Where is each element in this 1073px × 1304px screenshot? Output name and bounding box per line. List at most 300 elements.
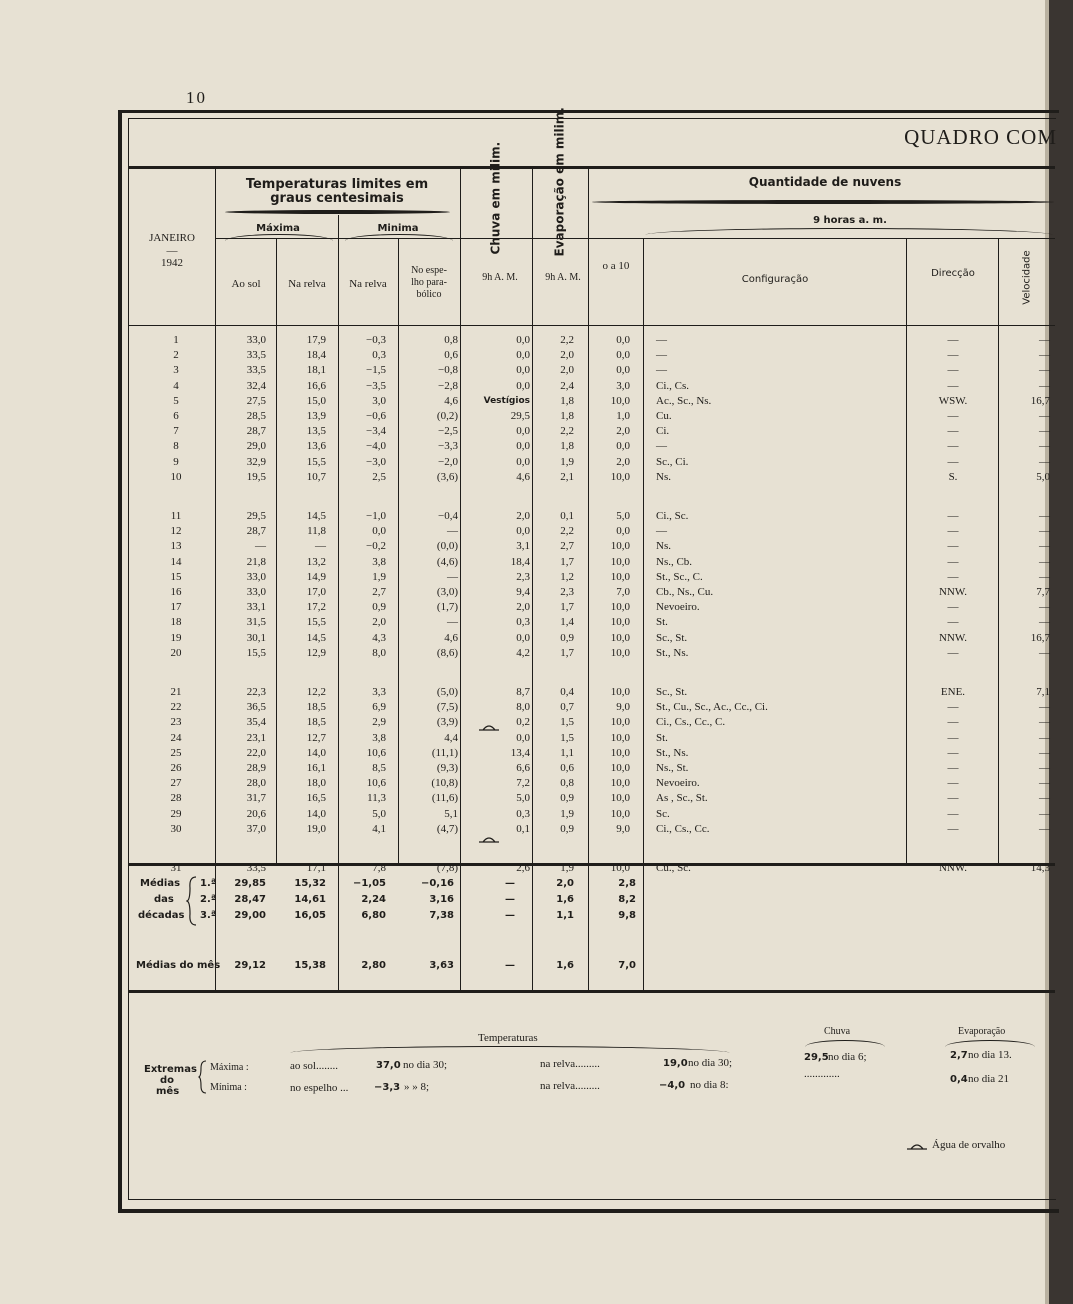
medias-mes-row: [0, 958, 1073, 974]
table-row: [0, 731, 1073, 746]
cell-esp: −3,3: [438, 440, 458, 453]
cell-rel: 11,8: [307, 525, 326, 538]
cell-min: −1,5: [366, 364, 386, 377]
cell-min: 2,5: [372, 470, 386, 483]
brace-extremas-temperaturas: [290, 1046, 730, 1053]
cell-chu: Vestígios: [483, 395, 530, 406]
extremas-text: no dia 21: [968, 1073, 1009, 1085]
cell-rel: 17,0: [306, 586, 326, 598]
cell-dir: NNW.: [938, 586, 967, 598]
cell-eva: 1,7: [560, 555, 574, 568]
cell-chu: —: [505, 878, 515, 889]
header-minima: Minima: [377, 223, 419, 234]
cell-cfg: As , Sc., St.: [656, 792, 708, 805]
cell-eva: 0,4: [560, 686, 574, 698]
cell-rel: 13,2: [306, 555, 326, 568]
cell-min: 0,9: [372, 601, 386, 614]
header-maxima: Máxima: [256, 223, 300, 234]
cell-cfg: Cu., Sc.: [656, 862, 691, 874]
cell-vel: —: [1039, 701, 1050, 714]
cell-d: 10: [170, 470, 182, 483]
cell-rel: 12,7: [306, 731, 326, 744]
brace-maxima: [225, 234, 333, 241]
table-row: [0, 761, 1073, 776]
cell-dir: —: [947, 540, 959, 553]
cell-neb: 10,0: [610, 762, 630, 774]
cell-esp: −2,5: [438, 425, 458, 438]
cell-rel: 13,9: [306, 410, 326, 422]
cell-d: 2: [173, 349, 179, 362]
cell-sol: 29,5: [246, 510, 266, 522]
cell-neb: 1,0: [616, 410, 630, 422]
cell-chu: 4,6: [516, 470, 530, 483]
cell-min: −0,3: [366, 334, 386, 346]
table-row: [0, 807, 1073, 822]
cell-d: 9: [173, 455, 179, 468]
cell-cfg: Nevoeiro.: [656, 777, 700, 790]
cell-eva: 1,8: [560, 394, 574, 407]
cell-min: 6,9: [372, 701, 386, 714]
extremas-label: do: [160, 1075, 175, 1086]
cell-vel: —: [1039, 410, 1050, 422]
extremas-value: 2,7: [950, 1050, 968, 1061]
dew-symbol-icon: [478, 834, 500, 844]
cell-sol: 30,1: [246, 631, 266, 644]
cell-d: 19: [170, 631, 182, 644]
header-nuvens: Quantidade de nuvens: [748, 175, 902, 189]
cell-d: 18: [170, 616, 182, 629]
header-configuracao: Configuração: [741, 274, 809, 285]
table-row: [0, 333, 1073, 348]
cell-dir: —: [947, 525, 959, 538]
header-bottom-rule: [128, 325, 1055, 326]
cell-chu: 0,0: [516, 731, 530, 744]
cell-eva: 1,8: [560, 440, 574, 453]
cell-esp: −0,16: [420, 878, 454, 889]
cell-chu: 18,4: [510, 555, 530, 568]
cell-cfg: Ac., Sc., Ns.: [656, 394, 712, 407]
cell-esp: 4,6: [444, 631, 458, 644]
cell-min: 2,9: [372, 716, 386, 729]
extremas-text: .............: [804, 1068, 840, 1080]
cell-esp: (8,6): [436, 646, 458, 659]
cell-d: 25: [170, 746, 182, 759]
brace-extremas-chuva: [805, 1040, 885, 1047]
page-number: 10: [186, 88, 207, 107]
cell-eva: 1,8: [560, 410, 574, 422]
table-row: [0, 570, 1073, 585]
cell-rel: 16,1: [306, 762, 326, 774]
cell-chu: 0,0: [516, 334, 530, 346]
cell-cfg: Ns., St.: [656, 762, 689, 774]
cell-eva: 0,6: [560, 762, 574, 774]
dew-symbol-icon: [478, 722, 500, 732]
cell-esp: 3,16: [429, 894, 454, 905]
brace-nuvens: [592, 200, 1054, 204]
cell-min: 8,5: [372, 762, 386, 774]
cell-vel: —: [1039, 731, 1050, 744]
table-row: [0, 409, 1073, 424]
cell-d: 26: [170, 762, 182, 774]
cell-esp: 4,4: [444, 731, 458, 744]
cell-rel: 16,5: [306, 792, 326, 805]
cell-min: 11,3: [367, 792, 386, 805]
extremas-value: −3,3: [374, 1082, 401, 1093]
cell-vel: —: [1039, 570, 1050, 583]
cell-rel: 17,2: [306, 601, 326, 614]
cell-esp: −2,0: [438, 455, 458, 468]
medias-row: [0, 892, 1073, 908]
cell-dir: —: [947, 334, 959, 346]
cell-cfg: —: [656, 334, 667, 346]
cell-dec: 3.ª: [200, 910, 217, 921]
cell-cfg: Nevoeiro.: [656, 601, 700, 614]
cell-min: 2,7: [372, 586, 386, 598]
extremas-text: » » 8;: [404, 1081, 430, 1093]
table-row: [0, 646, 1073, 661]
table-row: [0, 631, 1073, 646]
table-row: [0, 746, 1073, 761]
table-row: [0, 524, 1073, 539]
cell-eva: 0,8: [560, 777, 574, 790]
cell-sol: 19,5: [246, 470, 266, 483]
cell-chu: 8,7: [516, 686, 530, 698]
cell-cfg: Sc., Ci.: [656, 455, 689, 468]
cell-chu: 0,3: [516, 807, 530, 820]
cell-cfg: Sc., St.: [656, 686, 688, 698]
cell-sol: 23,1: [246, 731, 266, 744]
cell-esp: (5,0): [436, 686, 458, 698]
cell-chu: 3,1: [516, 540, 530, 553]
cell-dir: —: [947, 425, 959, 438]
cell-eva: 1,9: [560, 807, 574, 820]
cell-eva: 2,0: [560, 364, 574, 377]
cell-neb: 10,0: [610, 862, 630, 874]
cell-min: 5,0: [372, 807, 386, 820]
cell-chu: 0,0: [516, 349, 530, 362]
cell-d: 1: [173, 334, 179, 346]
cell-min: 3,8: [372, 731, 386, 744]
cell-neb: 10,0: [610, 777, 630, 790]
cell-cfg: —: [656, 349, 667, 362]
cell-min: −1,05: [352, 878, 386, 889]
cell-sol: 33,0: [246, 586, 266, 598]
cell-vel: —: [1039, 349, 1050, 362]
cell-neb: 10,0: [610, 601, 630, 614]
cell-esp: —: [447, 616, 458, 629]
cell-dir: —: [947, 822, 959, 835]
cell-neb: 0,0: [616, 349, 630, 362]
cell-sol: 33,5: [246, 862, 266, 874]
cell-rel: 12,2: [306, 686, 326, 698]
extremas-value: 29,5: [804, 1052, 829, 1063]
cell-rel: 15,5: [306, 455, 326, 468]
cell-neb: 10,0: [610, 686, 630, 698]
cell-vel: —: [1039, 807, 1050, 820]
cell-cfg: Ci., Cs., Cc.: [656, 822, 710, 835]
cell-neb: 0,0: [616, 440, 630, 453]
cell-cfg: St.: [656, 616, 668, 629]
header-hora-chuva: 9h A. M.: [482, 272, 518, 283]
cell-min: 10,6: [366, 746, 386, 759]
cell-sol: 29,85: [234, 878, 266, 889]
cell-vel: —: [1039, 510, 1050, 522]
table-row: [0, 791, 1073, 806]
header-ao-sol: Ao sol: [231, 278, 261, 290]
cell-dir: —: [947, 555, 959, 568]
cell-cfg: Sc.: [656, 807, 670, 820]
cell-dir: —: [947, 364, 959, 377]
cell-sol: 33,5: [246, 364, 266, 377]
header-nove-horas: 9 horas a. m.: [813, 215, 887, 226]
cell-vel: —: [1039, 646, 1050, 659]
cell-chu: 0,0: [516, 379, 530, 392]
brace-extremas-evaporacao: [945, 1040, 1035, 1047]
cell-d: 4: [173, 379, 179, 392]
cell-d: 22: [170, 701, 182, 714]
medias-row: [0, 908, 1073, 924]
cell-sol: 32,9: [246, 455, 266, 468]
cell-chu: 13,4: [510, 746, 530, 759]
cell: 1,6: [556, 960, 574, 971]
cell-rel: 18,5: [306, 716, 326, 729]
cell-min: 3,0: [372, 394, 386, 407]
cell-min: −1,0: [366, 510, 386, 522]
cell-min: 10,6: [366, 777, 386, 790]
cell-dir: NNW.: [938, 862, 967, 874]
cell-d: 16: [170, 586, 182, 598]
cell-dir: —: [947, 616, 959, 629]
cell-vel: —: [1039, 379, 1050, 392]
cell-esp: (0,0): [436, 540, 458, 553]
cell-esp: 7,38: [429, 910, 454, 921]
cell-sol: 33,1: [246, 601, 266, 614]
cell-neb: 8,2: [618, 894, 636, 905]
cell-rel: 14,0: [306, 746, 326, 759]
cell-sol: 35,4: [246, 716, 266, 729]
cell-rel: 14,9: [306, 570, 326, 583]
table-row: [0, 439, 1073, 454]
cell-esp: −0,4: [438, 510, 458, 522]
cell-cfg: Ci.: [656, 425, 670, 438]
extremas-text: no dia 30;: [688, 1057, 732, 1069]
cell-min: 1,9: [372, 570, 386, 583]
cell-min: 3,3: [372, 686, 386, 698]
header-na-relva-max: Na relva: [288, 278, 326, 290]
header-hora-evap: 9h A. M.: [545, 272, 581, 283]
cell-esp: (3,6): [436, 470, 458, 483]
cell-cfg: Ns., Cb.: [656, 555, 693, 568]
table-row: [0, 363, 1073, 378]
cell-vel: —: [1039, 746, 1050, 759]
cell-eva: 1,4: [560, 616, 574, 629]
cell-neb: 10,0: [610, 746, 630, 759]
header-chuva: Chuva em milim.: [488, 141, 503, 255]
cell-cfg: St., Sc., C.: [656, 570, 703, 583]
cell-rel: 19,0: [306, 822, 326, 835]
cell-neb: 9,8: [618, 910, 636, 921]
header-na-relva-min: Na relva: [349, 278, 387, 290]
cell-chu: 4,2: [516, 646, 530, 659]
cell-chu: 0,3: [516, 616, 530, 629]
extremas-text: ao sol........: [290, 1060, 338, 1072]
brace-nove-horas: [645, 228, 1053, 235]
cell-dir: WSW.: [938, 394, 968, 407]
cell-eva: 0,7: [560, 701, 574, 714]
medias-row: [0, 876, 1073, 892]
cell-sol: —: [255, 540, 266, 553]
cell-cfg: St., Cu., Sc., Ac., Cc., Ci.: [656, 701, 768, 714]
cell-eva: 2,4: [560, 379, 574, 392]
cell-d: 23: [170, 716, 182, 729]
cell-vel: —: [1039, 616, 1050, 629]
cell-eva: 2,0: [556, 878, 574, 889]
table-row: [0, 424, 1073, 439]
cell-d: 21: [170, 686, 182, 698]
extremas-maxima-label: Máxima :: [210, 1062, 249, 1073]
cell-rel: 18,0: [306, 777, 326, 790]
cell-chu: 0,0: [516, 364, 530, 377]
extremas-text: no espelho ...: [290, 1082, 349, 1094]
cell-chu: 0,0: [516, 440, 530, 453]
cell-cfg: St., Ns.: [656, 646, 689, 659]
header-dash: —: [166, 245, 178, 257]
cell-eva: 2,3: [560, 586, 574, 598]
cell-esp: (4,7): [436, 822, 458, 835]
cell-vel: —: [1039, 440, 1050, 453]
cell-chu: 6,6: [516, 762, 530, 774]
cell-chu: 2,6: [516, 862, 530, 874]
cell-neb: 10,0: [610, 807, 630, 820]
cell-neb: 10,0: [610, 716, 630, 729]
cell-d: 27: [170, 777, 182, 790]
cell-dir: —: [947, 455, 959, 468]
cell-min: 4,3: [372, 631, 386, 644]
cell-esp: (11,6): [431, 792, 458, 805]
cell-eva: 1,5: [560, 731, 574, 744]
cell-neb: 7,0: [616, 586, 630, 598]
table-row: [0, 379, 1073, 394]
cell-neb: 10,0: [610, 470, 630, 483]
cell-esp: (9,3): [436, 762, 458, 774]
table-title: QUADRO COM: [904, 125, 1057, 149]
cell-min: −3,0: [366, 455, 386, 468]
extremas-text: no dia 8:: [690, 1079, 729, 1091]
extremas-evaporacao: Evaporação: [958, 1026, 1006, 1037]
cell-dir: —: [947, 379, 959, 392]
cell-neb: 10,0: [610, 731, 630, 744]
cell-cfg: —: [656, 440, 667, 453]
cell: 15,38: [294, 960, 326, 971]
cell-dir: S.: [948, 470, 958, 483]
cell-dec: 2.ª: [200, 894, 217, 905]
cell-neb: 10,0: [610, 555, 630, 568]
cell-rel: 18,4: [306, 349, 326, 362]
cell-rel: 14,61: [294, 894, 326, 905]
cell-chu: 0,0: [516, 425, 530, 438]
cell-dir: —: [947, 792, 959, 805]
cell-rel: 13,5: [306, 425, 326, 438]
cell-dir: —: [947, 777, 959, 790]
cell-neb: 10,0: [610, 631, 630, 644]
cell-sol: 33,0: [246, 334, 266, 346]
cell-neb: 2,8: [618, 878, 636, 889]
cell-sol: 33,0: [246, 570, 266, 583]
extremas-value: −4,0: [659, 1080, 686, 1091]
cell-vel: —: [1039, 425, 1050, 438]
medias-bottom-rule: [128, 990, 1055, 993]
cell-neb: 9,0: [616, 822, 630, 835]
cell-esp: −0,8: [438, 364, 458, 377]
table-row: [0, 715, 1073, 730]
cell-d: 5: [173, 394, 179, 407]
cell-eva: 2,0: [560, 349, 574, 362]
cell-chu: 0,0: [516, 631, 530, 644]
table-row: [0, 700, 1073, 715]
cell: 3,63: [429, 960, 454, 971]
cell-sol: 29,0: [246, 440, 266, 453]
cell-dir: —: [947, 731, 959, 744]
cell-esp: −2,8: [438, 379, 458, 392]
cell-dir: ENE.: [940, 686, 966, 698]
cell-vel: 16,7: [1030, 394, 1050, 407]
cell-eva: 1,7: [560, 646, 574, 659]
cell-eva: 1,9: [560, 862, 574, 874]
cell-vel: —: [1039, 792, 1050, 805]
cell-cfg: —: [656, 364, 667, 377]
cell-cfg: Sc., St.: [656, 631, 688, 644]
cell-dir: NNW.: [938, 631, 967, 644]
cell-esp: 0,6: [444, 349, 458, 362]
cell-sol: 22,0: [246, 746, 266, 759]
cell-min: 7,8: [372, 862, 386, 874]
cell-min: 2,24: [361, 894, 386, 905]
cell-dir: —: [947, 349, 959, 362]
cell-sol: 28,7: [246, 425, 266, 438]
medias-label: Médias: [140, 878, 181, 889]
cell-d: 28: [170, 792, 182, 805]
header-direccao: Direcção: [931, 268, 975, 279]
cell-eva: 0,1: [560, 510, 574, 522]
cell-dir: —: [947, 716, 959, 729]
cell-esp: (7,5): [436, 701, 458, 714]
cell-neb: 2,0: [616, 455, 630, 468]
cell-esp: (7,8): [436, 862, 458, 874]
cell-eva: 1,2: [560, 570, 574, 583]
cell-cfg: Ns.: [656, 540, 671, 553]
cell-sol: 28,5: [246, 410, 266, 422]
cell-sol: 33,5: [246, 349, 266, 362]
cell-esp: —: [447, 525, 458, 538]
cell-vel: 7,1: [1036, 686, 1050, 698]
cell-neb: 10,0: [610, 540, 630, 553]
table-row: [0, 394, 1073, 409]
cell-eva: 1,9: [560, 455, 574, 468]
cell-vel: 16,7: [1030, 631, 1050, 644]
cell-min: −3,5: [366, 379, 386, 392]
cell-esp: (10,8): [431, 777, 458, 790]
cell-eva: 1,6: [556, 894, 574, 905]
header-temperaturas: Temperaturas limites em graus centesimais: [245, 177, 429, 206]
cell: 2,80: [361, 960, 386, 971]
cell-neb: 0,0: [616, 525, 630, 538]
cell-vel: 5,0: [1036, 470, 1050, 483]
cell-d: 3: [173, 364, 179, 377]
table-row: [0, 455, 1073, 470]
cell-rel: 13,6: [306, 440, 326, 453]
table-row: [0, 470, 1073, 485]
cell-min: 0,3: [372, 349, 386, 362]
